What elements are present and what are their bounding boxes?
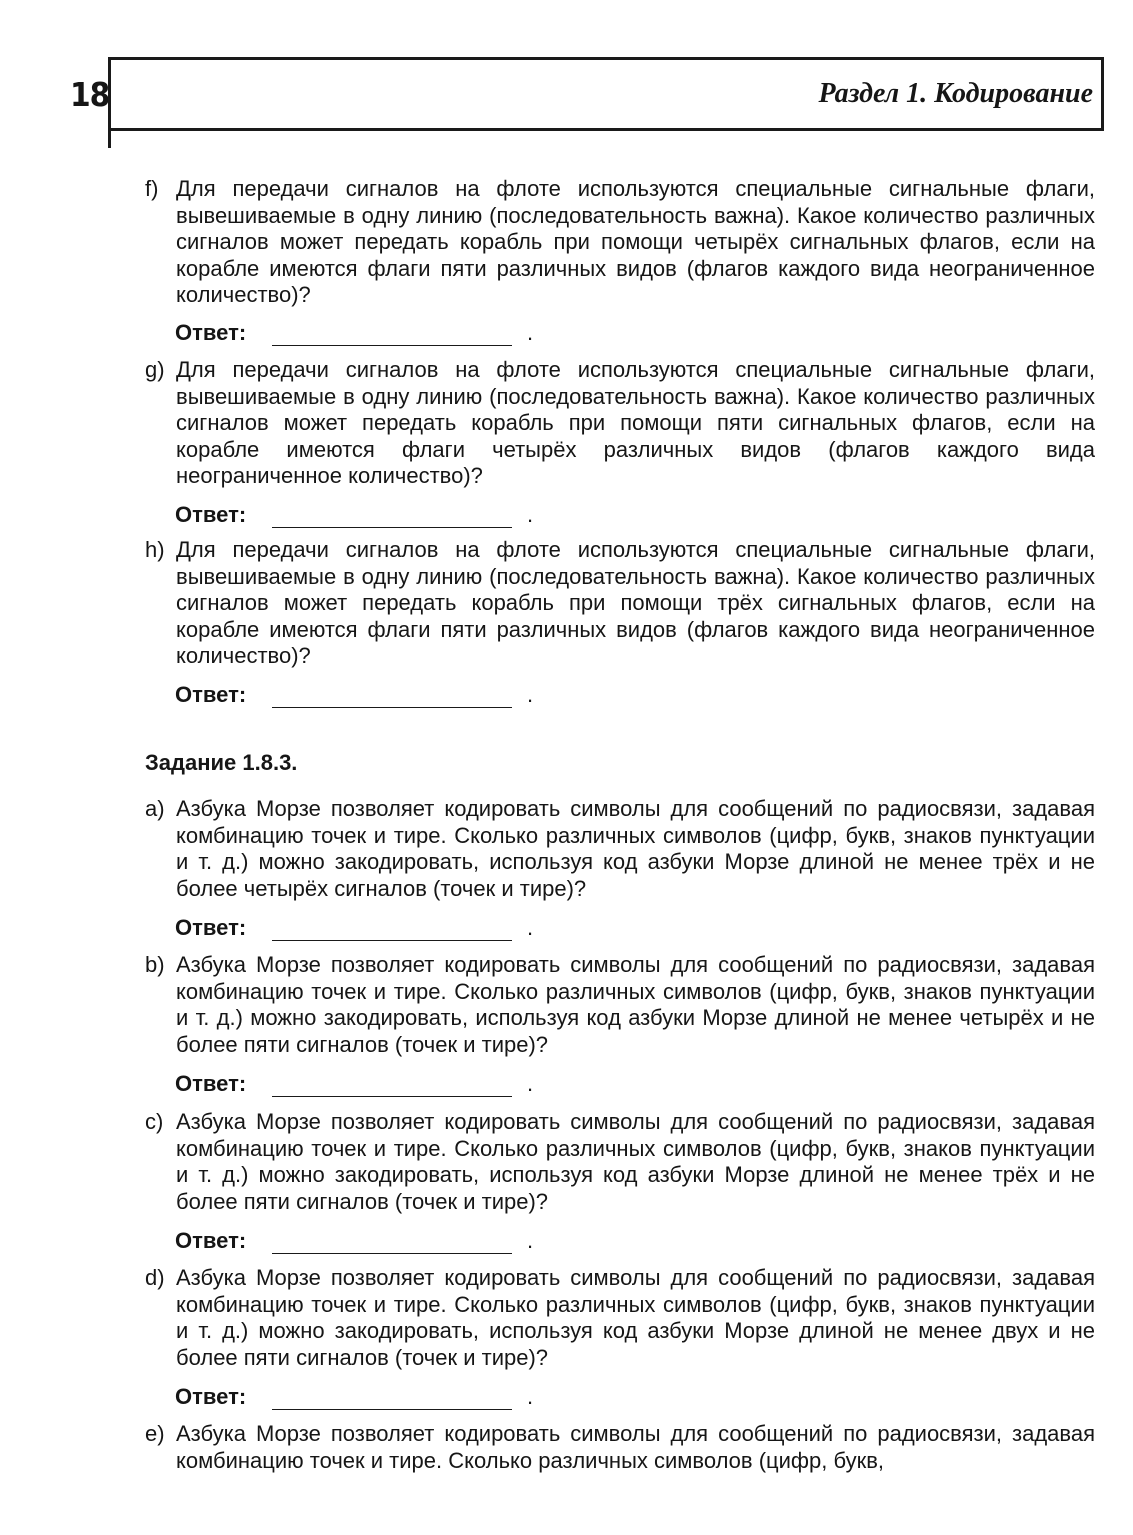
answer-blank[interactable]	[272, 1096, 512, 1097]
answer-label: Ответ:	[175, 320, 247, 345]
answer-end: .	[527, 502, 534, 527]
answer-d	[175, 1384, 534, 1414]
answer-label: Ответ:	[175, 502, 247, 527]
answer-label: Ответ:	[175, 1384, 247, 1409]
question-a	[145, 796, 1095, 902]
answer-blank[interactable]	[272, 527, 512, 528]
answer-blank[interactable]	[272, 345, 512, 346]
question-d	[145, 1265, 1095, 1371]
answer-blank[interactable]	[272, 707, 512, 708]
question-text: Азбука Морзе позволяет кодировать символы для сообщений по радиосвязи, задавая комбинацию точек и тире. Сколько различных символов (цифр, букв, знаков пунктуации и т. д.) можно закодировать, используя код азбуки Морзе длиной не менее трёх и не более четырёх сигналов (точек и тире)?	[176, 796, 1095, 901]
question-label: h)	[145, 537, 165, 562]
answer-f	[175, 320, 534, 350]
answer-label: Ответ:	[175, 915, 247, 940]
section-title: Раздел 1. Кодирование	[818, 78, 1093, 109]
page-number: 18	[70, 75, 110, 114]
answer-label: Ответ:	[175, 1071, 247, 1096]
question-label: g)	[145, 357, 165, 382]
question-label: c)	[145, 1109, 164, 1134]
question-b	[145, 952, 1095, 1058]
answer-label: Ответ:	[175, 1228, 247, 1253]
question-label: e)	[145, 1421, 165, 1446]
answer-g	[175, 502, 534, 532]
question-h	[145, 537, 1095, 670]
question-text: Для передачи сигналов на флоте используются специальные сигнальные флаги, вывешиваемые в одну линию (последовательность важна). Какое количество различных сигналов может передать корабль при помощи трёх сигнальных флагов, если на корабле имеются флаги пяти различных видов (флагов каждого вида неограниченное количество)?	[176, 537, 1095, 669]
answer-h	[175, 682, 534, 712]
header-rule	[108, 128, 1104, 131]
answer-blank[interactable]	[272, 940, 512, 941]
question-f	[145, 176, 1095, 309]
question-text: Азбука Морзе позволяет кодировать символы для сообщений по радиосвязи, задавая комбинацию точек и тире. Сколько различных символов (цифр, букв, знаков пунктуации и т. д.) можно закодировать, используя код азбуки Морзе длиной не менее четырёх и не более пяти сигналов (точек и тире)?	[176, 952, 1095, 1057]
question-e	[145, 1421, 1095, 1474]
answer-b	[175, 1071, 534, 1101]
question-g	[145, 357, 1095, 490]
question-text: Азбука Морзе позволяет кодировать символы для сообщений по радиосвязи, задавая комбинацию точек и тире. Сколько различных символов (цифр, букв, знаков пунктуации и т. д.) можно закодировать, используя код азбуки Морзе длиной не менее трёх и не более пяти сигналов (точек и тире)?	[176, 1109, 1095, 1214]
answer-end: .	[527, 915, 534, 940]
question-c	[145, 1109, 1095, 1215]
answer-label: Ответ:	[175, 682, 247, 707]
task-heading: Задание 1.8.3.	[145, 750, 298, 775]
question-label: d)	[145, 1265, 165, 1290]
answer-end: .	[527, 1228, 534, 1253]
question-text: Для передачи сигналов на флоте используются специальные сигнальные флаги, вывешиваемые в одну линию (последовательность важна). Какое количество различных сигналов может передать корабль при помощи пяти сигнальных флагов, если на корабле имеются флаги четырёх различных видов (флагов каждого вида неограниченное количество)?	[176, 357, 1095, 489]
question-text: Для передачи сигналов на флоте используются специальные сигнальные флаги, вывешиваемые в одну линию (последовательность важна). Какое количество различных сигналов может передать корабль при помощи четырёх сигнальных флагов, если на корабле имеются флаги пяти различных видов (флагов каждого вида неограниченное количество)?	[176, 176, 1095, 308]
question-label: b)	[145, 952, 165, 977]
header-tick	[108, 128, 111, 148]
answer-a	[175, 915, 534, 945]
answer-end: .	[527, 1071, 534, 1096]
answer-end: .	[527, 1384, 534, 1409]
answer-blank[interactable]	[272, 1409, 512, 1410]
question-label: f)	[145, 176, 159, 201]
answer-blank[interactable]	[272, 1253, 512, 1254]
question-label: a)	[145, 796, 165, 821]
question-text: Азбука Морзе позволяет кодировать символы для сообщений по радиосвязи, задавая комбинацию точек и тире. Сколько различных символов (цифр, букв,	[176, 1421, 1095, 1473]
question-text: Азбука Морзе позволяет кодировать символы для сообщений по радиосвязи, задавая комбинацию точек и тире. Сколько различных символов (цифр, букв, знаков пунктуации и т. д.) можно закодировать, используя код азбуки Морзе длиной не менее двух и не более пяти сигналов (точек и тире)?	[176, 1265, 1095, 1370]
answer-end: .	[527, 682, 534, 707]
answer-end: .	[527, 320, 534, 345]
answer-c	[175, 1228, 534, 1258]
